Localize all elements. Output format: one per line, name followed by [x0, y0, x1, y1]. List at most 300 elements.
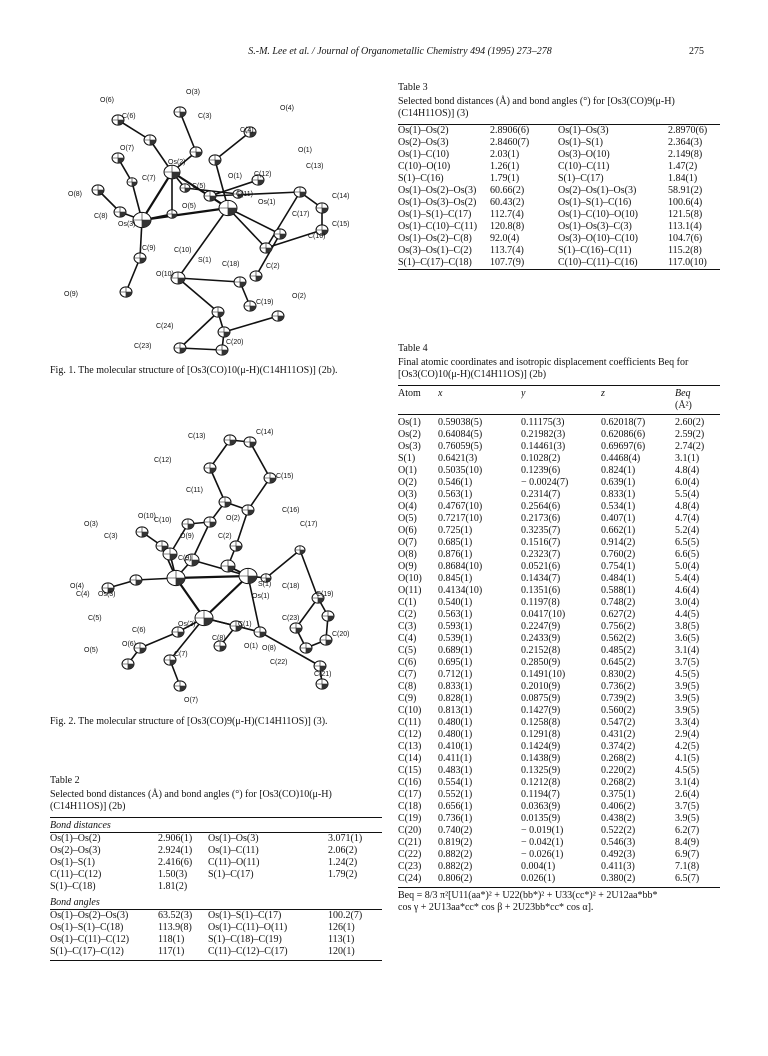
table-cell: 0.0875(9): [521, 693, 561, 704]
table-row: [398, 549, 720, 561]
table-cell: 3.9(5): [675, 693, 700, 704]
table-cell: 0.645(2): [601, 657, 636, 668]
table-cell: 0.0135(9): [521, 813, 561, 824]
atom-label: C(14): [256, 429, 274, 436]
table-row: [398, 717, 720, 729]
table-cell: Os(1)–S(1): [558, 137, 603, 148]
atom-label: C(20): [226, 339, 244, 346]
table-cell: 0.7217(10): [438, 513, 483, 524]
table-cell: 0.725(1): [438, 525, 473, 536]
table-row: [398, 537, 720, 549]
table-cell: 0.748(2): [601, 597, 636, 608]
running-header: [0, 46, 768, 62]
table-cell: C(11)–O(11): [208, 857, 260, 868]
table-cell: 0.406(2): [601, 801, 636, 812]
table-cell: 1.79(2): [328, 869, 358, 880]
atom-label: O(9): [180, 533, 194, 540]
atom-octant: [278, 316, 284, 321]
col-beq-unit: (Å²): [675, 400, 692, 411]
table-4-footnote-2: cos γ + 2U13aa*cc* cos β + 2U23bb*cc* cos α].: [398, 902, 594, 913]
table-row: [398, 209, 720, 221]
atom-label: C(24): [156, 323, 174, 330]
atom-label: C(12): [154, 457, 172, 464]
table-4-header-rule: [398, 414, 720, 415]
table-cell: 3.071(1): [328, 833, 363, 844]
atom-octant: [180, 686, 186, 691]
table-cell: 0.14461(3): [521, 441, 566, 452]
atom-octant: [280, 234, 286, 239]
atom-octant: [250, 306, 256, 311]
table-row: [398, 657, 720, 669]
table-cell: 0.593(1): [438, 621, 473, 632]
atom-label: C(19): [256, 299, 274, 306]
table-cell: 126(1): [328, 922, 355, 933]
table-cell: 2.03(1): [490, 149, 520, 160]
table-cell: Os(1)–Os(3)–Os(2): [398, 197, 477, 208]
atom-label: C(9): [178, 555, 192, 562]
atom-label: C(7): [142, 175, 156, 182]
col-atom: Atom: [398, 388, 421, 399]
table-2-distances: [50, 833, 382, 893]
atom-label: C(6): [132, 627, 146, 634]
table-cell: 0.411(3): [601, 861, 635, 872]
atom-octant: [170, 660, 176, 665]
table-cell: 3.1(1): [675, 453, 700, 464]
table-cell: C(10)–O(10): [398, 161, 451, 172]
table-cell: 6.6(5): [675, 549, 700, 560]
table-cell: 113.9(8): [158, 922, 192, 933]
table-cell: 0.1212(8): [521, 777, 561, 788]
table-cell: 0.560(2): [601, 705, 636, 716]
table-cell: Os(1)–S(1)–C(17): [208, 910, 282, 921]
table-cell: 2.8460(7): [490, 137, 530, 148]
table-cell: Os(1)–C(11)–C(12): [50, 934, 130, 945]
atom-octant: [140, 648, 146, 653]
table-row: [398, 245, 720, 257]
table-cell: [328, 881, 382, 893]
atom-label: Os(1): [252, 593, 270, 600]
table-cell: O(1): [398, 465, 417, 476]
atom-label: C(5): [88, 615, 102, 622]
table-row: [398, 125, 720, 137]
table-cell: 121.5(8): [668, 209, 703, 220]
col-y: y: [521, 388, 526, 399]
table-cell: S(1)–C(17)–C(18): [398, 257, 472, 268]
atom-octant: [256, 276, 262, 281]
atom-octant: [210, 522, 216, 527]
table-row: [50, 934, 382, 946]
table-cell: 0.0521(6): [521, 561, 561, 572]
table-cell: O(6): [398, 525, 417, 536]
table-cell: S(1)–C(16): [398, 173, 444, 184]
table-cell: 0.1197(8): [521, 597, 560, 608]
atom-label: C(13): [188, 433, 206, 440]
table-cell: C(5): [398, 645, 417, 656]
table-cell: 0.62086(6): [601, 429, 646, 440]
table-cell: − 0.0024(7): [521, 477, 569, 488]
table-cell: 0.588(1): [601, 585, 636, 596]
table-cell: 5.2(4): [675, 525, 700, 536]
atom-label: C(17): [292, 211, 310, 218]
table-cell: 1.79(1): [490, 173, 520, 184]
table-cell: 0.1258(8): [521, 717, 561, 728]
table-row: [398, 221, 720, 233]
table-3-bottom-rule: [398, 269, 720, 270]
table-4-title: Table 4: [398, 343, 428, 354]
bond-line: [266, 550, 300, 578]
atom-label: C(10): [174, 247, 192, 254]
table-cell: 0.438(2): [601, 813, 636, 824]
table-cell: 0.740(2): [438, 825, 473, 836]
table-cell: 0.8684(10): [438, 561, 483, 572]
table-row: [398, 585, 720, 597]
table-cell: Os(1)–C(10)–C(11): [398, 221, 478, 232]
table-cell: Os(1)–C(11): [208, 845, 259, 856]
atom-label: O(5): [84, 647, 98, 654]
table-cell: 0.685(1): [438, 537, 473, 548]
table-cell: 0.914(2): [601, 537, 636, 548]
table-cell: 0.539(1): [438, 633, 473, 644]
table-cell: 2.924(1): [158, 845, 193, 856]
table-cell: Os(2)–Os(3): [398, 137, 449, 148]
table-cell: 5.5(4): [675, 489, 700, 500]
bond-line: [178, 278, 218, 312]
table-cell: 0.380(2): [601, 873, 636, 884]
atom-label: O(5): [182, 203, 196, 210]
atom-octant: [225, 502, 231, 507]
atom-octant: [322, 684, 328, 689]
table-cell: 0.813(1): [438, 705, 473, 716]
atom-octant: [126, 292, 132, 297]
table-row: [398, 149, 720, 161]
table-cell: C(11)–C(12): [50, 869, 102, 880]
table-row: [398, 573, 720, 585]
table-cell: 0.483(1): [438, 765, 473, 776]
table-row: [398, 753, 720, 765]
table-cell: 0.712(1): [438, 669, 473, 680]
table-cell: 120(1): [328, 946, 355, 957]
table-row: [398, 681, 720, 693]
table-cell: 0.845(1): [438, 573, 473, 584]
table-cell: 0.492(3): [601, 849, 636, 860]
table-cell: 3.0(4): [675, 597, 700, 608]
table-row: [398, 429, 720, 441]
table-cell: C(2): [398, 609, 417, 620]
atom-label: O(1): [298, 147, 312, 154]
table-row: [398, 417, 720, 429]
table-cell: 3.1(4): [675, 777, 700, 788]
table-row: [398, 257, 720, 269]
table-2-section-distances: Bond distances: [50, 820, 111, 831]
table-cell: 0.1194(7): [521, 789, 560, 800]
table-cell: 3.9(5): [675, 813, 700, 824]
table-cell: 4.6(4): [675, 585, 700, 596]
table-cell: 0.4767(10): [438, 501, 483, 512]
table-cell: 4.8(4): [675, 501, 700, 512]
bond-line: [180, 312, 218, 348]
table-cell: 0.2433(9): [521, 633, 561, 644]
table-cell: 0.819(2): [438, 837, 473, 848]
table-cell: C(3): [398, 621, 417, 632]
atom-octant: [142, 220, 151, 228]
atom-label: C(23): [134, 343, 152, 350]
atom-octant: [185, 188, 190, 192]
table-cell: 0.2010(9): [521, 681, 561, 692]
atom-label: Os(1): [258, 199, 276, 206]
table-cell: 2.8970(6): [668, 125, 708, 136]
table-cell: C(19): [398, 813, 422, 824]
table-cell: 120.8(8): [490, 221, 525, 232]
table-cell: 1.26(1): [490, 161, 520, 172]
table-cell: 0.2564(6): [521, 501, 561, 512]
table-cell: 0.480(1): [438, 717, 473, 728]
atom-octant: [218, 312, 224, 317]
table-cell: Os(1)–S(1)–C(16): [558, 197, 632, 208]
table-cell: 0.374(2): [601, 741, 636, 752]
table-row: [398, 501, 720, 513]
table-row: [398, 477, 720, 489]
atom-label: C(15): [332, 221, 350, 228]
table-cell: O(2): [398, 477, 417, 488]
table-cell: 0.4134(10): [438, 585, 483, 596]
table-cell: 0.662(1): [601, 525, 636, 536]
table-cell: 0.4468(4): [601, 453, 641, 464]
table-cell: C(7): [398, 669, 417, 680]
table-cell: Os(1)–Os(2): [50, 833, 101, 844]
table-cell: 0.736(2): [601, 681, 636, 692]
atom-label: C(17): [300, 521, 318, 528]
table-cell: 2.906(1): [158, 833, 193, 844]
atom-label: C(18): [282, 583, 300, 590]
table-cell: 113.1(4): [668, 221, 702, 232]
bond-line: [204, 576, 248, 618]
table-cell: 4.5(5): [675, 765, 700, 776]
atom-octant: [120, 212, 126, 217]
table-cell: 2.8906(6): [490, 125, 530, 136]
table-cell: 0.876(1): [438, 549, 473, 560]
table-cell: 113(1): [328, 934, 355, 945]
table-cell: Os(1)–S(1)–C(17): [398, 209, 472, 220]
table-cell: C(23): [398, 861, 422, 872]
table-cell: 0.1427(9): [521, 705, 561, 716]
table-cell: 0.11175(3): [521, 417, 565, 428]
table-row: [398, 633, 720, 645]
table-cell: 0.2323(7): [521, 549, 561, 560]
atom-octant: [118, 120, 124, 125]
table-cell: 3.9(5): [675, 705, 700, 716]
atom-octant: [230, 440, 236, 445]
atom-label: C(13): [306, 163, 324, 170]
table-cell: 2.149(8): [668, 149, 703, 160]
table-cell: C(11)–C(12)–C(17): [208, 946, 288, 957]
table-cell: − 0.019(1): [521, 825, 564, 836]
table-cell: 0.547(2): [601, 717, 636, 728]
table-cell: C(8): [398, 681, 417, 692]
table-cell: 0.639(1): [601, 477, 636, 488]
table-row: [398, 813, 720, 825]
table-row: [398, 837, 720, 849]
table-cell: 1.81(2): [158, 881, 188, 892]
bond-line: [224, 316, 278, 332]
atom-octant: [228, 566, 235, 572]
table-cell: C(6): [398, 657, 417, 668]
table-cell: 0.695(1): [438, 657, 473, 668]
table-cell: 1.24(2): [328, 857, 358, 868]
table-3-rows: [398, 125, 720, 269]
atom-octant: [306, 648, 312, 653]
table-cell: 0.824(1): [601, 465, 636, 476]
table-cell: 112.7(4): [490, 209, 524, 220]
table-cell: 0.1438(9): [521, 753, 561, 764]
atom-label: S(1): [258, 581, 272, 588]
atom-octant: [132, 182, 137, 186]
atom-label: C(8): [94, 213, 108, 220]
table-4-header-row: [398, 388, 720, 400]
atom-label: O(7): [120, 145, 134, 152]
atom-label: C(8): [212, 635, 226, 642]
table-cell: C(17): [398, 789, 422, 800]
table-cell: 0.1491(10): [521, 669, 566, 680]
table-cell: C(1): [398, 597, 417, 608]
table-cell: C(16): [398, 777, 422, 788]
atom-octant: [180, 112, 186, 117]
table-cell: 0.3235(7): [521, 525, 561, 536]
atom-label: C(3): [198, 113, 212, 120]
table-cell: 0.21982(3): [521, 429, 566, 440]
table-cell: 3.9(5): [675, 681, 700, 692]
atom-octant: [176, 578, 185, 586]
table-cell: 8.4(9): [675, 837, 700, 848]
table-cell: 0.562(2): [601, 633, 636, 644]
table-cell: 0.407(1): [601, 513, 636, 524]
table-cell: 0.004(1): [521, 861, 556, 872]
atom-label: O(1): [228, 173, 242, 180]
table-row: [398, 669, 720, 681]
atom-octant: [204, 618, 213, 626]
col-beq: Beq: [675, 388, 691, 399]
table-cell: 0.375(1): [601, 789, 636, 800]
table-cell: [208, 881, 328, 893]
table-cell: C(18): [398, 801, 422, 812]
table-cell: 0.62018(7): [601, 417, 646, 428]
table-cell: S(1)–C(17): [208, 869, 254, 880]
atom-label: C(3): [104, 533, 118, 540]
table-cell: 0.760(2): [601, 549, 636, 560]
table-cell: 6.9(7): [675, 849, 700, 860]
table-cell: 2.6(4): [675, 789, 700, 800]
table-cell: 0.2247(9): [521, 621, 561, 632]
table-cell: 0.754(1): [601, 561, 636, 572]
page-number: 275: [689, 46, 704, 57]
table-cell: 1.50(3): [158, 869, 188, 880]
table-cell: 0.411(1): [438, 753, 472, 764]
table-cell: Os(1)–C(10)–O(10): [558, 209, 638, 220]
table-row: [398, 777, 720, 789]
atom-octant: [322, 208, 328, 213]
atom-label: O(3): [84, 521, 98, 528]
table-cell: C(13): [398, 741, 422, 752]
atom-label: C(22): [270, 659, 288, 666]
atom-label: C(12): [254, 171, 272, 178]
atom-octant: [172, 214, 177, 218]
atom-label: C(5): [192, 183, 206, 190]
table-2-title: Table 2: [50, 775, 80, 786]
table-cell: C(22): [398, 849, 422, 860]
atom-octant: [240, 282, 246, 287]
table-cell: 0.6421(3): [438, 453, 478, 464]
table-row: [398, 441, 720, 453]
table-cell: C(10)–C(11): [558, 161, 610, 172]
table-cell: 7.1(8): [675, 861, 700, 872]
table-cell: 0.431(2): [601, 729, 636, 740]
table-row: [398, 825, 720, 837]
table-2-top-rule: [50, 817, 382, 818]
atom-octant: [140, 258, 146, 263]
table-cell: O(4): [398, 501, 417, 512]
table-cell: Os(3): [398, 441, 421, 452]
atom-label: C(7): [174, 651, 188, 658]
atom-label: C(6): [122, 113, 136, 120]
table-cell: O(7): [398, 537, 417, 548]
table-cell: 4.5(5): [675, 669, 700, 680]
table-cell: − 0.026(1): [521, 849, 564, 860]
table-cell: 0.2173(6): [521, 513, 561, 524]
table-row: [398, 741, 720, 753]
table-cell: 58.91(2): [668, 185, 703, 196]
atom-octant: [224, 332, 230, 337]
atom-label: C(20): [332, 631, 350, 638]
atom-octant: [136, 580, 142, 585]
table-row: [398, 849, 720, 861]
atom-label: Os(3): [118, 221, 136, 228]
atom-octant: [210, 468, 216, 473]
table-row: [398, 453, 720, 465]
table-cell: Os(1)–S(1): [50, 857, 95, 868]
table-row: [50, 845, 382, 857]
table-cell: 3.7(5): [675, 657, 700, 668]
table-cell: 0.554(1): [438, 777, 473, 788]
table-4-bottom-rule: [398, 887, 720, 888]
table-cell: 6.5(7): [675, 873, 700, 884]
table-cell: 107.7(9): [490, 257, 525, 268]
table-cell: 0.268(2): [601, 753, 636, 764]
table-row: [398, 645, 720, 657]
bond-line: [250, 442, 270, 478]
table-cell: Os(2)–Os(3): [50, 845, 101, 856]
table-cell: 0.563(1): [438, 609, 473, 620]
table-cell: Os(1)–Os(3): [558, 125, 609, 136]
table-cell: 1.47(2): [668, 161, 698, 172]
atom-label: O(9): [64, 291, 78, 298]
atom-label: C(18): [222, 261, 240, 268]
table-cell: S(1)–C(16)–C(11): [558, 245, 632, 256]
table-cell: 0.026(1): [521, 873, 556, 884]
table-cell: 0.540(1): [438, 597, 473, 608]
table-cell: 3.6(5): [675, 633, 700, 644]
table-cell: 0.2850(9): [521, 657, 561, 668]
atom-label: O(4): [280, 105, 294, 112]
table-cell: O(9): [398, 561, 417, 572]
atom-label: O(6): [122, 641, 136, 648]
table-cell: 0.1424(9): [521, 741, 561, 752]
table-3-title: Table 3: [398, 82, 428, 93]
table-2-angles: [50, 910, 382, 958]
table-cell: 0.833(1): [601, 489, 636, 500]
atom-octant: [236, 546, 242, 551]
atom-label: Os(3): [98, 591, 116, 598]
table-cell: 3.8(5): [675, 621, 700, 632]
table-cell: 0.534(1): [601, 501, 636, 512]
